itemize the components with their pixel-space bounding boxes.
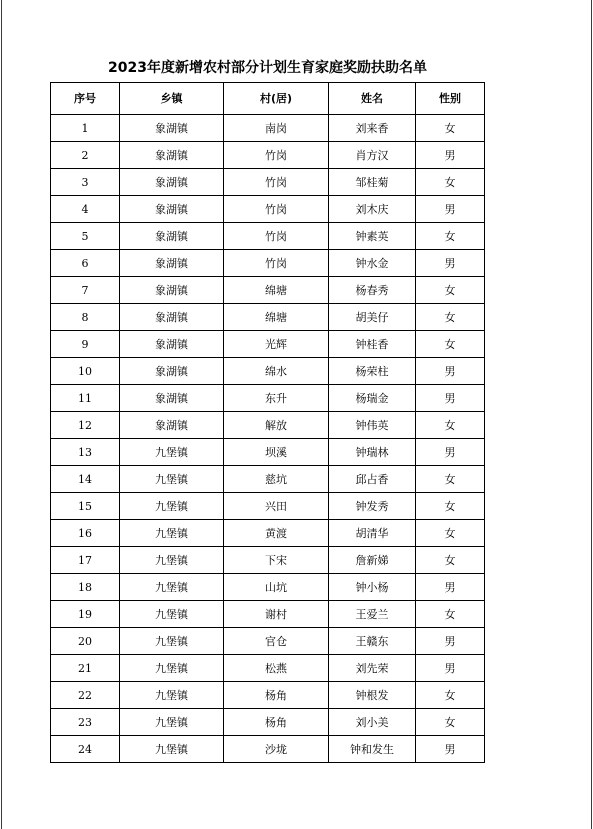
cell-gender: 男 [416, 574, 485, 601]
cell-township: 象湖镇 [120, 223, 224, 250]
cell-gender: 女 [416, 493, 485, 520]
cell-name: 钟桂香 [329, 331, 416, 358]
cell-gender: 女 [416, 115, 485, 142]
cell-gender: 女 [416, 547, 485, 574]
cell-township: 象湖镇 [120, 196, 224, 223]
cell-township: 九堡镇 [120, 439, 224, 466]
cell-gender: 男 [416, 250, 485, 277]
table-row [51, 331, 485, 358]
cell-name: 刘木庆 [329, 196, 416, 223]
page-border-left [1, 0, 2, 829]
cell-name: 杨春秀 [329, 277, 416, 304]
table-header-row [51, 83, 485, 115]
table-row [51, 115, 485, 142]
cell-township: 象湖镇 [120, 385, 224, 412]
cell-village: 竹岗 [224, 223, 329, 250]
cell-village: 兴田 [224, 493, 329, 520]
header-name: 姓名 [329, 83, 416, 115]
cell-township: 九堡镇 [120, 628, 224, 655]
cell-township: 象湖镇 [120, 412, 224, 439]
cell-township: 九堡镇 [120, 547, 224, 574]
cell-serial-number: 1 [51, 115, 120, 142]
table-row [51, 628, 485, 655]
cell-serial-number: 16 [51, 520, 120, 547]
cell-name: 钟瑞林 [329, 439, 416, 466]
cell-township: 九堡镇 [120, 736, 224, 763]
cell-serial-number: 7 [51, 277, 120, 304]
cell-township: 象湖镇 [120, 115, 224, 142]
cell-gender: 女 [416, 520, 485, 547]
cell-serial-number: 20 [51, 628, 120, 655]
cell-name: 刘小美 [329, 709, 416, 736]
cell-village: 绵塘 [224, 277, 329, 304]
table-row [51, 547, 485, 574]
cell-village: 竹岗 [224, 169, 329, 196]
table-body [51, 115, 485, 763]
cell-township: 九堡镇 [120, 709, 224, 736]
cell-village: 松燕 [224, 655, 329, 682]
cell-township: 象湖镇 [120, 277, 224, 304]
cell-serial-number: 23 [51, 709, 120, 736]
table-row [51, 250, 485, 277]
cell-name: 邹桂菊 [329, 169, 416, 196]
cell-village: 山坑 [224, 574, 329, 601]
table-row [51, 169, 485, 196]
cell-township: 九堡镇 [120, 520, 224, 547]
table-row [51, 601, 485, 628]
cell-gender: 女 [416, 223, 485, 250]
cell-name: 詹新娣 [329, 547, 416, 574]
roster-table [50, 82, 485, 763]
cell-gender: 男 [416, 736, 485, 763]
cell-serial-number: 5 [51, 223, 120, 250]
cell-serial-number: 10 [51, 358, 120, 385]
cell-township: 九堡镇 [120, 574, 224, 601]
cell-gender: 女 [416, 466, 485, 493]
cell-village: 绵水 [224, 358, 329, 385]
cell-serial-number: 13 [51, 439, 120, 466]
cell-village: 竹岗 [224, 196, 329, 223]
header-gender: 性别 [416, 83, 485, 115]
cell-village: 南岗 [224, 115, 329, 142]
cell-village: 杨角 [224, 682, 329, 709]
cell-name: 杨荣柱 [329, 358, 416, 385]
cell-gender: 男 [416, 655, 485, 682]
table-row [51, 466, 485, 493]
cell-name: 王爱兰 [329, 601, 416, 628]
cell-village: 杨角 [224, 709, 329, 736]
cell-township: 九堡镇 [120, 655, 224, 682]
cell-village: 黄渡 [224, 520, 329, 547]
table-row [51, 655, 485, 682]
cell-gender: 男 [416, 385, 485, 412]
page-border-right [591, 0, 592, 829]
header-township: 乡镇 [120, 83, 224, 115]
cell-name: 钟水金 [329, 250, 416, 277]
cell-township: 象湖镇 [120, 304, 224, 331]
cell-name: 钟素英 [329, 223, 416, 250]
cell-gender: 女 [416, 169, 485, 196]
cell-serial-number: 18 [51, 574, 120, 601]
cell-name: 肖方汉 [329, 142, 416, 169]
cell-gender: 女 [416, 601, 485, 628]
cell-township: 九堡镇 [120, 493, 224, 520]
table-row [51, 574, 485, 601]
cell-gender: 女 [416, 331, 485, 358]
cell-village: 沙垅 [224, 736, 329, 763]
cell-village: 谢村 [224, 601, 329, 628]
cell-gender: 女 [416, 682, 485, 709]
cell-township: 九堡镇 [120, 601, 224, 628]
cell-serial-number: 3 [51, 169, 120, 196]
table-row [51, 520, 485, 547]
table-row [51, 277, 485, 304]
table-row [51, 493, 485, 520]
cell-gender: 女 [416, 277, 485, 304]
cell-gender: 女 [416, 412, 485, 439]
cell-township: 象湖镇 [120, 358, 224, 385]
cell-gender: 女 [416, 304, 485, 331]
table-row [51, 709, 485, 736]
cell-village: 竹岗 [224, 250, 329, 277]
cell-village: 下宋 [224, 547, 329, 574]
cell-township: 象湖镇 [120, 169, 224, 196]
cell-gender: 男 [416, 439, 485, 466]
table-row [51, 196, 485, 223]
cell-name: 钟伟英 [329, 412, 416, 439]
cell-village: 官仓 [224, 628, 329, 655]
cell-name: 刘先荣 [329, 655, 416, 682]
cell-name: 钟小杨 [329, 574, 416, 601]
cell-village: 光辉 [224, 331, 329, 358]
cell-serial-number: 11 [51, 385, 120, 412]
cell-village: 慈坑 [224, 466, 329, 493]
cell-serial-number: 17 [51, 547, 120, 574]
cell-serial-number: 6 [51, 250, 120, 277]
cell-serial-number: 24 [51, 736, 120, 763]
cell-name: 邱占香 [329, 466, 416, 493]
cell-name: 钟根发 [329, 682, 416, 709]
cell-serial-number: 8 [51, 304, 120, 331]
cell-township: 象湖镇 [120, 142, 224, 169]
cell-gender: 男 [416, 628, 485, 655]
cell-village: 解放 [224, 412, 329, 439]
table-row [51, 304, 485, 331]
cell-serial-number: 19 [51, 601, 120, 628]
cell-gender: 男 [416, 358, 485, 385]
table-row [51, 142, 485, 169]
cell-village: 坝溪 [224, 439, 329, 466]
table-row [51, 412, 485, 439]
cell-gender: 男 [416, 196, 485, 223]
cell-gender: 男 [416, 142, 485, 169]
cell-village: 绵塘 [224, 304, 329, 331]
cell-name: 钟和发生 [329, 736, 416, 763]
cell-township: 九堡镇 [120, 466, 224, 493]
cell-name: 胡美仔 [329, 304, 416, 331]
table-row [51, 223, 485, 250]
document-title: 2023年度新增农村部分计划生育家庭奖励扶助名单 [108, 60, 427, 76]
cell-village: 东升 [224, 385, 329, 412]
cell-serial-number: 12 [51, 412, 120, 439]
table-row [51, 736, 485, 763]
cell-name: 刘来香 [329, 115, 416, 142]
cell-serial-number: 2 [51, 142, 120, 169]
cell-township: 九堡镇 [120, 682, 224, 709]
cell-township: 象湖镇 [120, 250, 224, 277]
cell-serial-number: 9 [51, 331, 120, 358]
table-row [51, 439, 485, 466]
cell-village: 竹岗 [224, 142, 329, 169]
table-row [51, 358, 485, 385]
table-row [51, 682, 485, 709]
cell-serial-number: 15 [51, 493, 120, 520]
cell-gender: 女 [416, 709, 485, 736]
cell-name: 王赣东 [329, 628, 416, 655]
cell-township: 象湖镇 [120, 331, 224, 358]
table-row [51, 385, 485, 412]
cell-name: 钟发秀 [329, 493, 416, 520]
cell-serial-number: 22 [51, 682, 120, 709]
header-village: 村(居) [224, 83, 329, 115]
cell-name: 杨瑞金 [329, 385, 416, 412]
cell-serial-number: 14 [51, 466, 120, 493]
cell-name: 胡清华 [329, 520, 416, 547]
cell-serial-number: 4 [51, 196, 120, 223]
header-serial-number: 序号 [51, 83, 120, 115]
cell-serial-number: 21 [51, 655, 120, 682]
